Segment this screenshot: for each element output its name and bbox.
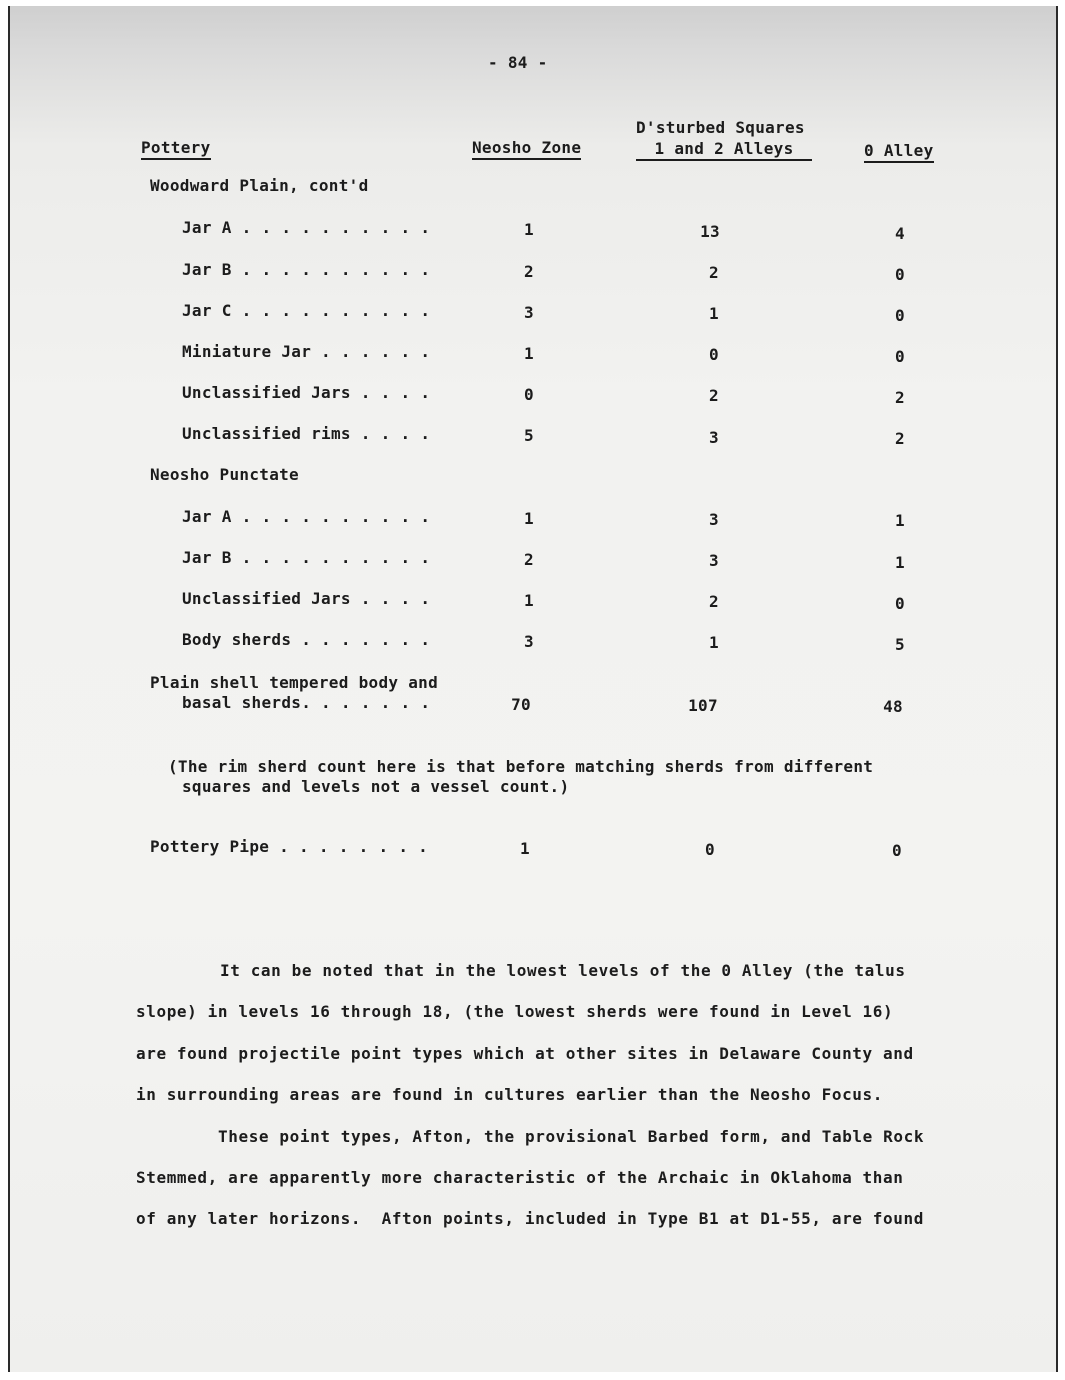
cell-alley: 0 — [895, 306, 905, 325]
row-label: Pottery Pipe . . . . . . . . — [150, 837, 429, 856]
text-line: It can be noted that in the lowest levels of the 0 Alley (the talus — [220, 961, 906, 980]
header-neosho-zone: Neosho Zone — [472, 138, 581, 160]
row-label: Unclassified Jars . . . . — [182, 383, 431, 402]
cell-alley: 0 — [892, 841, 902, 860]
cell-neosho: 5 — [524, 426, 534, 445]
row-label: Unclassified rims . . . . — [182, 424, 431, 443]
row-label: Jar A . . . . . . . . . . — [182, 218, 431, 237]
cell-alley: 0 — [895, 265, 905, 284]
cell-neosho: 1 — [520, 839, 530, 858]
text-line: are found projectile point types which at other sites in Delaware County and — [136, 1044, 914, 1063]
text-line: These point types, Afton, the provisional Barbed form, and Table Rock — [218, 1127, 925, 1146]
row-label: Body sherds . . . . . . . — [182, 630, 431, 649]
row-label: Jar A . . . . . . . . . . — [182, 507, 431, 526]
cell-disturbed: 1 — [709, 633, 719, 652]
cell-alley: 1 — [895, 511, 905, 530]
header-pottery: Pottery — [141, 138, 211, 160]
cell-alley: 5 — [895, 635, 905, 654]
cell-neosho: 70 — [511, 695, 531, 714]
cell-alley: 4 — [895, 224, 905, 243]
cell-alley: 0 — [895, 347, 905, 366]
cell-disturbed: 2 — [709, 263, 719, 282]
cell-disturbed: 2 — [709, 592, 719, 611]
text-line: in surrounding areas are found in cultures earlier than the Neosho Focus. — [136, 1085, 883, 1104]
cell-neosho: 1 — [524, 344, 534, 363]
cell-disturbed: 13 — [700, 222, 720, 241]
row-label: Jar B . . . . . . . . . . — [182, 260, 431, 279]
text-line: of any later horizons. Afton points, included in Type B1 at D1-55, are found — [136, 1209, 924, 1228]
row-label: Jar C . . . . . . . . . . — [182, 301, 431, 320]
cell-alley: 2 — [895, 429, 905, 448]
row-label-line2: basal sherds. . . . . . . — [182, 693, 431, 712]
cell-disturbed: 3 — [709, 551, 719, 570]
header-disturbed-line1: D'sturbed Squares — [636, 118, 805, 137]
cell-neosho: 3 — [524, 303, 534, 322]
header-o-alley: 0 Alley — [864, 141, 934, 163]
cell-alley: 2 — [895, 388, 905, 407]
cell-neosho: 1 — [524, 509, 534, 528]
header-disturbed-line2: 1 and 2 Alleys — [636, 139, 812, 161]
cell-alley: 48 — [883, 697, 903, 716]
cell-neosho: 1 — [524, 591, 534, 610]
note-line1: (The rim sherd count here is that before matching sherds from different — [168, 757, 874, 776]
cell-neosho: 2 — [524, 262, 534, 281]
cell-disturbed: 1 — [709, 304, 719, 323]
row-label: Unclassified Jars . . . . — [182, 589, 431, 608]
note-line2: squares and levels not a vessel count.) — [182, 777, 570, 796]
group-title-woodward-plain: Woodward Plain, cont'd — [150, 176, 369, 195]
text-line: slope) in levels 16 through 18, (the lowest sherds were found in Level 16) — [136, 1002, 894, 1021]
row-label: Miniature Jar . . . . . . — [182, 342, 431, 361]
cell-alley: 0 — [895, 594, 905, 613]
cell-neosho: 1 — [524, 220, 534, 239]
cell-disturbed: 3 — [709, 428, 719, 447]
row-label-line1: Plain shell tempered body and — [150, 673, 439, 692]
page-number: - 84 - — [488, 53, 548, 72]
cell-neosho: 0 — [524, 385, 534, 404]
cell-neosho: 2 — [524, 550, 534, 569]
cell-neosho: 3 — [524, 632, 534, 651]
row-label: Jar B . . . . . . . . . . — [182, 548, 431, 567]
cell-disturbed: 2 — [709, 386, 719, 405]
cell-disturbed: 0 — [705, 840, 715, 859]
cell-disturbed: 3 — [709, 510, 719, 529]
cell-disturbed: 0 — [709, 345, 719, 364]
cell-alley: 1 — [895, 553, 905, 572]
text-line: Stemmed, are apparently more characteristic of the Archaic in Oklahoma than — [136, 1168, 904, 1187]
cell-disturbed: 107 — [688, 696, 718, 715]
group-title-neosho-punctate: Neosho Punctate — [150, 465, 299, 484]
